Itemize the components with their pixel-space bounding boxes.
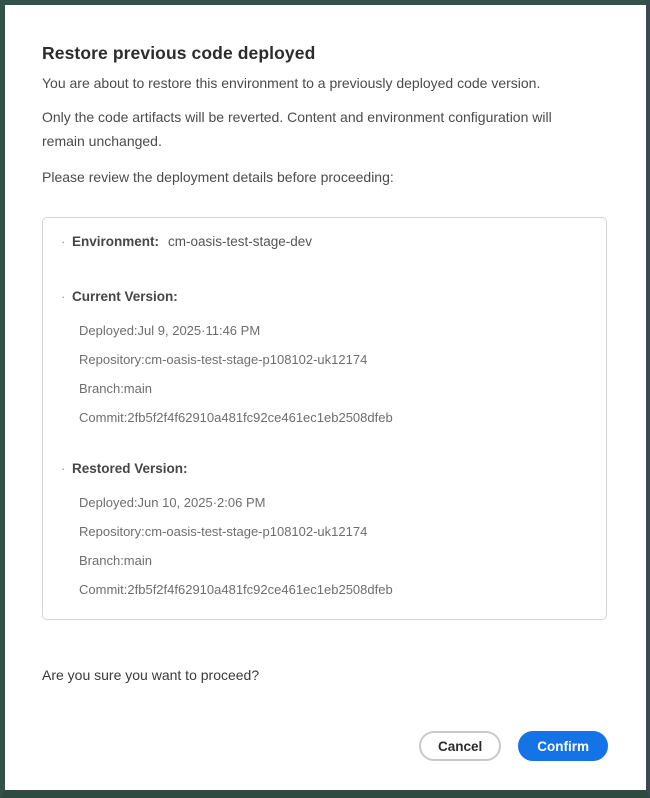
confirm-button[interactable]: Confirm xyxy=(518,731,608,761)
current-repository-line: Repository:cm-oasis-test-stage-p108102-uk12174 xyxy=(79,352,368,367)
current-version-label: Current Version: xyxy=(72,289,178,304)
current-branch-line: Branch:main xyxy=(79,381,152,396)
restored-deployed-line: Deployed:Jun 10, 2025·2:06 PM xyxy=(79,495,266,510)
review-prompt-text: Please review the deployment details before proceeding: xyxy=(42,169,394,185)
environment-label: Environment: xyxy=(72,234,160,249)
restored-branch-line: Branch:main xyxy=(79,553,152,568)
restored-repository-line: Repository:cm-oasis-test-stage-p108102-uk12174 xyxy=(79,524,368,539)
current-deployed-line: Deployed:Jul 9, 2025·11:46 PM xyxy=(79,323,261,338)
restore-dialog xyxy=(5,5,646,790)
environment-item xyxy=(61,233,588,251)
restored-version-label: Restored Version: xyxy=(72,461,188,476)
note-text: Only the code artifacts will be reverted. Content and environment configuration will remain unchanged. xyxy=(42,109,552,149)
bullet-icon: · xyxy=(61,234,66,249)
deployment-details-box xyxy=(42,217,607,620)
restored-commit-line: Commit:2fb5f2f4f62910a481fc92ce461ec1eb2508dfeb xyxy=(79,582,393,597)
bullet-icon: · xyxy=(61,461,66,476)
restored-version-item xyxy=(61,460,588,599)
dialog-title: Restore previous code deployed xyxy=(42,43,316,63)
current-version-item xyxy=(61,288,588,427)
cancel-button[interactable]: Cancel xyxy=(419,731,501,761)
current-commit-line: Commit:2fb5f2f4f62910a481fc92ce461ec1eb2508dfeb xyxy=(79,410,393,425)
dialog-button-row xyxy=(42,731,608,761)
confirm-question-text: Are you sure you want to proceed? xyxy=(42,667,260,683)
intro-text: You are about to restore this environment to a previously deployed code version. xyxy=(42,75,541,91)
environment-value: cm-oasis-test-stage-dev xyxy=(168,234,313,249)
bullet-icon: · xyxy=(61,289,66,304)
